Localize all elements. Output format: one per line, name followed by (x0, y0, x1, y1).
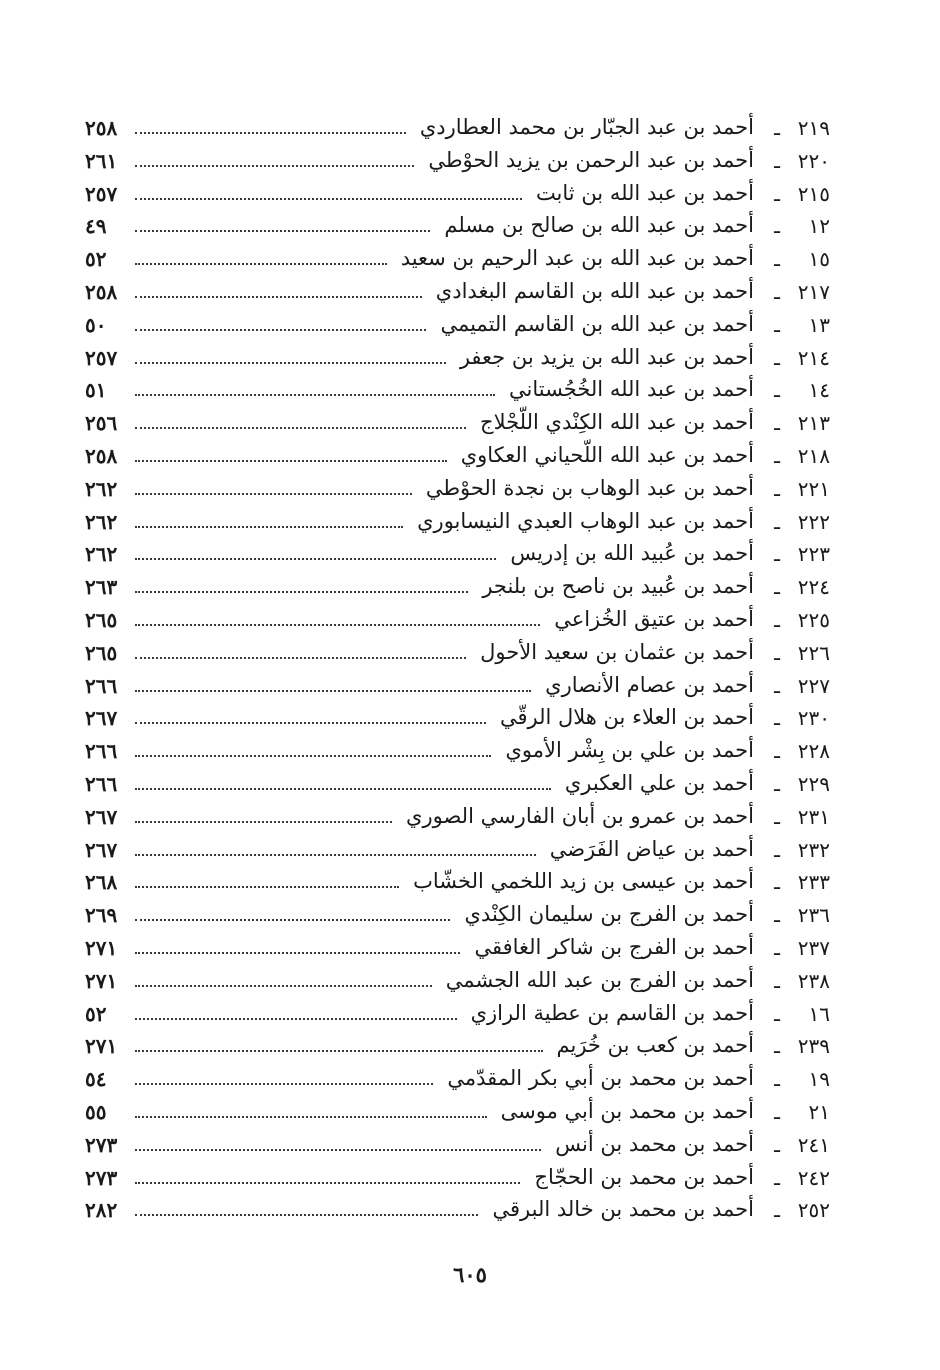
entry-name: أحمد بن الفرج بن شاكر الغافقي (474, 934, 754, 959)
entry-number: ٢٤١ (797, 1132, 830, 1157)
entry-page-ref: ٢٥٧ (85, 345, 118, 370)
entry-number: ٢٢٤ (797, 575, 830, 600)
entry-name: أحمد بن عبد الجبّار بن محمد العطاردي (419, 115, 754, 139)
entry-dash: ـ (774, 1198, 780, 1223)
entry-dash: ـ (774, 607, 780, 632)
entry-dash: ـ (774, 640, 780, 665)
entry-dash: ـ (774, 1099, 780, 1124)
entry-name: أحمد بن عُبيد الله بن إدريس (510, 541, 754, 566)
entry-number: ١٢ (808, 214, 830, 239)
entry-number: ٢١٩ (797, 116, 830, 140)
dot-leader (135, 263, 387, 265)
entry-number: ٢٢٦ (797, 640, 830, 665)
index-entry (85, 146, 830, 179)
dot-leader (135, 821, 392, 823)
entry-name: أحمد بن الفرج بن سليمان الكِنْدي (464, 902, 754, 927)
entry-dash: ـ (774, 116, 780, 140)
entry-name: أحمد بن عبد الله الخُجُستاني (508, 377, 754, 402)
entry-dash: ـ (774, 1001, 780, 1026)
entry-number: ٢١٥ (797, 181, 830, 206)
entry-number: ٢٢١ (797, 476, 830, 501)
entry-dash: ـ (774, 870, 780, 895)
entry-dash: ـ (774, 575, 780, 600)
entry-name: أحمد بن عبد الله بن عبد الرحيم بن سعيد (400, 246, 754, 271)
index-entry (85, 441, 830, 474)
index-entry (85, 769, 830, 802)
index-entry (85, 638, 830, 671)
entry-name: أحمد بن محمد بن أنس (555, 1131, 754, 1156)
entry-dash: ـ (774, 247, 780, 272)
index-entry (85, 310, 830, 343)
index-entry (85, 802, 830, 835)
entry-name: أحمد بن عبد الله بن القاسم التميمي (440, 311, 754, 336)
entry-number: ٢١٨ (797, 443, 830, 468)
entry-page-ref: ٢٦٦ (85, 771, 118, 796)
entry-dash: ـ (774, 345, 780, 370)
entry-page-ref: ٢٥٨ (85, 279, 118, 304)
dot-leader (135, 788, 551, 790)
entry-number: ٢١٤ (797, 345, 830, 370)
entry-page-ref: ٢٧٣ (85, 1165, 118, 1190)
entry-dash: ـ (774, 443, 780, 468)
dot-leader (135, 165, 414, 167)
dot-leader (135, 985, 432, 987)
entry-number: ٢٤٢ (797, 1165, 830, 1190)
entry-page-ref: ٢٦١ (85, 148, 118, 173)
entry-page-ref: ٢٦٦ (85, 739, 118, 764)
entry-dash: ـ (774, 411, 780, 436)
entry-page-ref: ٢٦٥ (85, 607, 118, 632)
entry-number: ١٤ (808, 378, 830, 403)
index-entry (85, 671, 830, 704)
entry-name: أحمد بن عبد الله الكِنْدي اللّجْلاج (480, 410, 754, 435)
entry-name: أحمد بن محمد بن الحجّاج (534, 1164, 754, 1189)
dot-leader (135, 624, 540, 626)
dot-leader (135, 394, 495, 396)
index-entry (85, 1163, 830, 1196)
dot-leader (135, 1214, 478, 1216)
entry-page-ref: ٢٥٨ (85, 116, 118, 140)
entry-page-ref: ٢٦٦ (85, 673, 118, 698)
dot-leader (135, 230, 430, 232)
entry-name: أحمد بن كعب بن خُرَيم (556, 1033, 754, 1058)
entry-page-ref: ٥٠ (85, 312, 107, 337)
entry-dash: ـ (774, 1165, 780, 1190)
entry-name: أحمد بن عبد الله بن ثابت (535, 180, 754, 205)
entry-dash: ـ (774, 837, 780, 862)
dot-leader (135, 1050, 543, 1052)
index-entry (85, 474, 830, 507)
dot-leader (135, 1149, 541, 1151)
entry-name: أحمد بن العلاء بن هلال الرقّي (499, 705, 754, 730)
entry-number: ٢٢٩ (797, 771, 830, 796)
entry-number: ٢٢٨ (797, 739, 830, 764)
entry-name: أحمد بن عثمان بن سعيد الأحول (480, 639, 754, 664)
dot-leader (135, 1116, 487, 1118)
entry-dash: ـ (774, 148, 780, 173)
entry-number: ٢٣٩ (797, 1034, 830, 1059)
dot-leader (135, 755, 491, 757)
entry-name: أحمد بن محمد بن أبي بكر المقدّمي (447, 1066, 754, 1091)
entry-name: أحمد بن عبد الله بن القاسم البغدادي (435, 278, 754, 303)
entry-dash: ـ (774, 312, 780, 337)
index-entry (85, 507, 830, 540)
index-entry (85, 933, 830, 966)
index-entry (85, 539, 830, 572)
entry-dash: ـ (774, 935, 780, 960)
entry-dash: ـ (774, 476, 780, 501)
dot-leader (135, 526, 403, 528)
entry-number: ٢٣٦ (797, 903, 830, 928)
entry-page-ref: ٢٦٣ (85, 575, 118, 600)
dot-leader (135, 854, 536, 856)
index-list (85, 113, 830, 1228)
entry-name: أحمد بن عبد الله بن يزيد بن جعفر (459, 344, 754, 369)
entry-number: ٢٣٠ (797, 706, 830, 731)
entry-number: ٢١٧ (797, 279, 830, 304)
entry-name: أحمد بن عُبيد بن ناصح بن بلنجر (482, 574, 754, 599)
entry-page-ref: ٢٥٦ (85, 411, 118, 436)
dot-leader (135, 919, 450, 921)
entry-page-ref: ٥٢ (85, 1001, 107, 1026)
entry-name: أحمد بن القاسم بن عطية الرازي (470, 1000, 754, 1025)
dot-leader (135, 1018, 457, 1020)
entry-page-ref: ٤٩ (85, 214, 107, 239)
entry-number: ٢٣٧ (797, 935, 830, 960)
entry-page-ref: ٥٥ (85, 1099, 107, 1124)
entry-name: أحمد بن عبد الله بن صالح بن مسلم (444, 213, 754, 238)
entry-page-ref: ٢٧١ (85, 968, 118, 993)
index-entry (85, 736, 830, 769)
entry-number: ٢٣٢ (797, 837, 830, 862)
entry-page-ref: ٢٥٨ (85, 443, 118, 468)
entry-name: أحمد بن عمرو بن أبان الفارسي الصوري (406, 803, 754, 828)
dot-leader (135, 952, 460, 954)
index-entry (85, 277, 830, 310)
index-entry (85, 966, 830, 999)
index-entry (85, 375, 830, 408)
entry-dash: ـ (774, 378, 780, 403)
entry-page-ref: ٢٥٧ (85, 181, 118, 206)
entry-dash: ـ (774, 1132, 780, 1157)
index-entry (85, 1195, 830, 1228)
entry-page-ref: ٢٧٣ (85, 1132, 118, 1157)
entry-number: ١٥ (808, 247, 830, 272)
entry-page-ref: ٢٦٧ (85, 706, 118, 731)
entry-name: أحمد بن عيسى بن زيد اللخمي الخشّاب (413, 869, 754, 894)
index-entry (85, 1031, 830, 1064)
entry-number: ٢٣٨ (797, 968, 830, 993)
entry-name: أحمد بن محمد بن أبي موسى (500, 1098, 754, 1123)
entry-name: أحمد بن محمد بن خالد البرقي (492, 1197, 754, 1222)
entry-dash: ـ (774, 1067, 780, 1092)
entry-dash: ـ (774, 214, 780, 239)
entry-dash: ـ (774, 542, 780, 567)
entry-number: ٢٥٢ (797, 1198, 830, 1223)
entry-page-ref: ٢٦٧ (85, 837, 118, 862)
index-entry (85, 211, 830, 244)
entry-dash: ـ (774, 673, 780, 698)
dot-leader (135, 329, 426, 331)
entry-dash: ـ (774, 706, 780, 731)
dot-leader (135, 591, 468, 593)
page-number: ٦٠٥ (453, 1262, 487, 1287)
entry-number: ٢١٣ (797, 411, 830, 436)
entry-number: ١٣ (808, 312, 830, 337)
entry-dash: ـ (774, 509, 780, 534)
entry-page-ref: ٢٨٢ (85, 1198, 118, 1223)
dot-leader (135, 427, 466, 429)
index-entry (85, 343, 830, 376)
entry-dash: ـ (774, 771, 780, 796)
index-entry (85, 1130, 830, 1163)
entry-name: أحمد بن عصام الأنصاري (545, 672, 754, 697)
entry-page-ref: ٢٦٩ (85, 903, 118, 928)
dot-leader (135, 198, 522, 200)
index-entry (85, 703, 830, 736)
entry-dash: ـ (774, 804, 780, 829)
entry-name: أحمد بن عبد الوهاب العبدي النيسابوري (417, 508, 754, 533)
dot-leader (135, 657, 466, 659)
entry-name: أحمد بن علي بن بِشْر الأموي (505, 738, 754, 763)
entry-name: أحمد بن عتيق الخُزاعي (554, 606, 754, 631)
index-entry (85, 244, 830, 277)
entry-number: ٢٢٠ (797, 148, 830, 173)
entry-number: ٢١ (808, 1099, 830, 1124)
entry-page-ref: ٢٦٥ (85, 640, 118, 665)
entry-name: أحمد بن الفرج بن عبد الله الجشمي (445, 967, 754, 992)
index-entry (85, 867, 830, 900)
entry-number: ١٩ (808, 1067, 830, 1092)
dot-leader (135, 1083, 433, 1085)
entry-number: ٢٢٢ (797, 509, 830, 534)
index-entry (85, 113, 830, 146)
dot-leader (135, 460, 447, 462)
index-entry (85, 179, 830, 212)
entry-page-ref: ٢٦٨ (85, 870, 118, 895)
entry-page-ref: ٢٦٧ (85, 804, 118, 829)
index-entry (85, 835, 830, 868)
entry-number: ٢٣٣ (797, 870, 830, 895)
entry-number: ٢٢٣ (797, 542, 830, 567)
index-entry (85, 1097, 830, 1130)
dot-leader (135, 132, 406, 134)
entry-page-ref: ٥٢ (85, 247, 107, 272)
entry-page-ref: ٢٦٢ (85, 542, 118, 567)
dot-leader (135, 558, 496, 560)
entry-name: أحمد بن عبد الله اللّحياني العكاوي (460, 442, 754, 467)
entry-number: ١٦ (808, 1001, 830, 1026)
dot-leader (135, 722, 486, 724)
entry-name: أحمد بن عبد الوهاب بن نجدة الحوْطي (425, 475, 754, 500)
entry-name: أحمد بن عياض الفَرَضي (549, 836, 754, 861)
entry-name: أحمد بن علي العكبري (564, 770, 754, 795)
dot-leader (135, 296, 422, 298)
entry-number: ٢٢٧ (797, 673, 830, 698)
entry-name: أحمد بن عبد الرحمن بن يزيد الحوْطي (428, 147, 754, 172)
entry-dash: ـ (774, 968, 780, 993)
dot-leader (135, 1182, 520, 1184)
entry-page-ref: ٥٤ (85, 1067, 107, 1092)
entry-page-ref: ٢٦٢ (85, 476, 118, 501)
entry-dash: ـ (774, 739, 780, 764)
index-entry (85, 1064, 830, 1097)
index-entry (85, 900, 830, 933)
dot-leader (135, 493, 412, 495)
index-entry (85, 605, 830, 638)
entry-page-ref: ٢٦٢ (85, 509, 118, 534)
entry-dash: ـ (774, 181, 780, 206)
entry-number: ٢٢٥ (797, 607, 830, 632)
index-entry (85, 999, 830, 1032)
entry-dash: ـ (774, 903, 780, 928)
dot-leader (135, 690, 531, 692)
index-entry (85, 572, 830, 605)
entry-number: ٢٣١ (797, 804, 830, 829)
entry-page-ref: ٢٧١ (85, 935, 118, 960)
index-entry (85, 408, 830, 441)
entry-dash: ـ (774, 1034, 780, 1059)
entry-page-ref: ٢٧١ (85, 1034, 118, 1059)
dot-leader (135, 886, 399, 888)
entry-page-ref: ٥١ (85, 378, 107, 403)
dot-leader (135, 362, 446, 364)
entry-dash: ـ (774, 279, 780, 304)
